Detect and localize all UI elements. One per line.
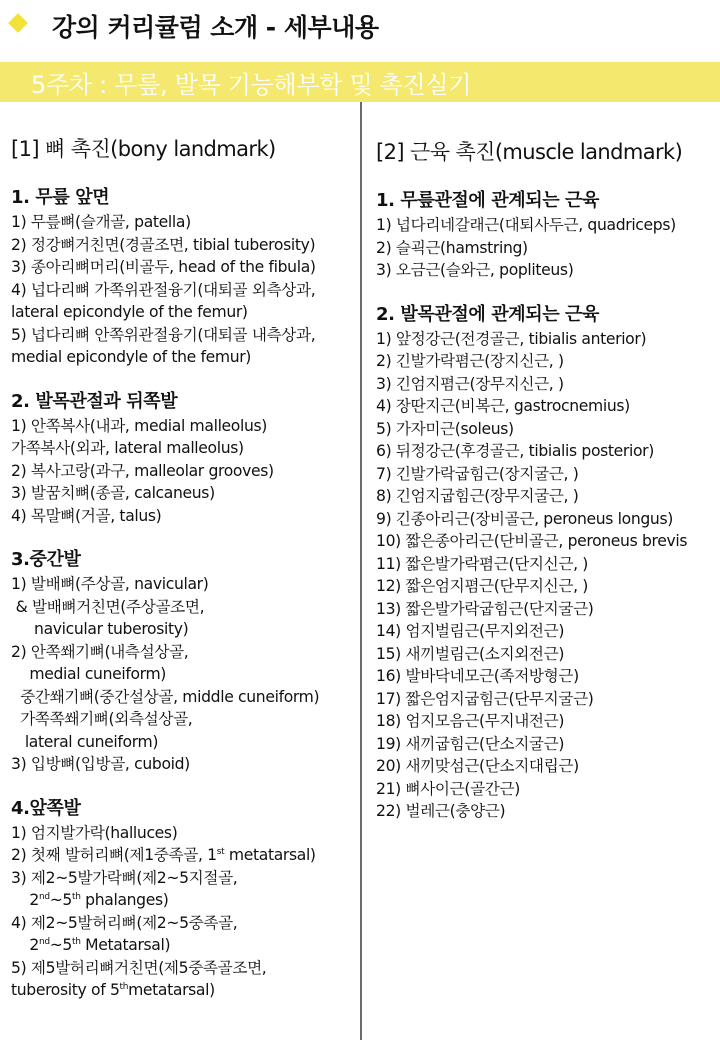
section-line: 5) 가자미근(soleus) (376, 419, 514, 438)
section-line: 4) 목말뼈(거골, talus) (11, 506, 162, 525)
section-line (11, 979, 359, 1002)
section-line: 2) 안쪽쐐기뼈(내측설상골, (11, 642, 189, 661)
section-line: 22) 벌레근(충양근) (376, 802, 506, 820)
section-heading: 3.중간발 (11, 549, 81, 570)
ordinal-suffix: th (119, 981, 129, 992)
section-line: 3) 입방뼈(입방골, cuboid) (11, 755, 190, 773)
section-heading: 1. 무릎 앞면 (11, 187, 110, 208)
section-line: 3) 오금근(슬와근, popliteus) (376, 261, 574, 279)
section (376, 302, 720, 823)
section (11, 389, 359, 528)
section-line: 가쪽쪽쐐기뼈(외측설상골, (11, 710, 193, 728)
line-text: metatarsal) (128, 981, 215, 999)
section (11, 547, 359, 776)
section-line: 16) 발바닥네모근(족저방형근) (376, 667, 579, 685)
section-line: 12) 짧은엄지폄근(단무지신근, ) (376, 577, 589, 595)
section-line: 3) 제2~5발가락뼈(제2~5지절골, (11, 868, 238, 887)
ordinal-suffix: nd (39, 891, 50, 902)
section-line: 4) 제2~5발허리뼈(제2~5중족골, (11, 913, 238, 932)
section-line: 1) 엄지발가락(halluces) (11, 823, 178, 842)
section-line: 3) 발꿈치뼈(종골, calcaneus) (11, 484, 215, 502)
section (376, 188, 720, 282)
section-line: 4) 장딴지근(비복근, gastrocnemius) (376, 397, 630, 415)
section-gap (11, 527, 359, 547)
section-line: 17) 짧은엄지굽힘근(단무지굴근) (376, 689, 594, 708)
line-text: phalanges) (80, 891, 169, 909)
section-line: medial cuneiform) (11, 665, 167, 683)
section-line: 1) 앞정강근(전경골근, tibialis anterior) (376, 329, 647, 348)
section-line: 3) 긴엄지폄근(장무지신근, ) (376, 374, 564, 393)
section-line: 20) 새끼맞섬근(단소지대립근) (376, 757, 579, 775)
section-heading: 2. 발목관절에 관계되는 근육 (376, 303, 600, 325)
section-line: 19) 새끼굽힘근(단소지굴근) (376, 734, 565, 753)
section-line: 4) 넙다리뼈 가쪽위관절융기(대퇴골 외측상과, (11, 280, 316, 299)
section-line: 2) 슬괵근(hamstring) (376, 238, 528, 257)
section-line: 2) 정강뼈거친면(경골조면, tibial tuberosity) (11, 235, 316, 254)
section-line: 9) 긴종아리근(장비골근, peroneus longus) (376, 509, 673, 528)
section-line: 1) 무릎뼈(슬개골, patella) (11, 213, 191, 231)
line-text: ~5 (49, 891, 73, 909)
muscle-landmark-title: [2] 근육 촉진(muscle landmark) (376, 140, 683, 164)
line-text: metatarsal) (224, 846, 316, 864)
section-line: 21) 뼈사이근(골간근) (376, 779, 520, 798)
section-line: 14) 엄지벌림근(무지외전근) (376, 622, 565, 640)
section-line: 중간쐐기뼈(중간설상골, middle cuneiform) (11, 687, 320, 706)
section-line: 8) 긴엄지굽힘근(장무지굴근, ) (376, 487, 579, 505)
muscle-landmark-column (376, 138, 720, 823)
section-line: 1) 안쪽복사(내과, medial malleolus) (11, 416, 268, 435)
line-text: 2) 첫째 발허리뼈(제1중족골, 1 (11, 846, 217, 864)
week-banner (0, 62, 720, 102)
ordinal-suffix: th (72, 936, 81, 947)
section-gap (11, 776, 359, 796)
section-line: 5) 넙다리뼈 안쪽위관절융기(대퇴골 내측상과, (11, 325, 316, 344)
line-text: 2 (11, 891, 39, 909)
section-gap (11, 369, 359, 389)
section-line: 10) 짧은종아리근(단비골근, peroneus brevis (376, 532, 688, 550)
section-line (11, 934, 359, 957)
section-line: medial epicondyle of the femur) (11, 348, 252, 366)
bony-landmark-column (11, 135, 359, 1002)
section-line: navicular tuberosity) (11, 620, 189, 638)
section-line: 1) 발배뼈(주상골, navicular) (11, 575, 209, 593)
line-text: ~5 (49, 936, 73, 954)
section-line (11, 889, 359, 912)
section-line: 6) 뒤정강근(후경골근, tibialis posterior) (376, 442, 654, 460)
line-text: tuberosity of 5 (11, 981, 120, 999)
section-line: 5) 제5발허리뼈거친면(제5중족골조면, (11, 958, 267, 977)
section-line: 3) 종아리뼈머리(비골두, head of the fibula) (11, 258, 316, 276)
section-line (11, 844, 359, 867)
section-line: 13) 짧은발가락굽힘근(단지굴근) (376, 599, 594, 618)
section-line: 15) 새끼벌림근(소지외전근) (376, 644, 565, 663)
bony-landmark-sections (11, 185, 359, 776)
column-divider (360, 102, 362, 1040)
section-line: 1) 넙다리네갈래근(대퇴사두근, quadriceps) (376, 216, 676, 234)
section (11, 185, 359, 369)
diamond-bullet-icon (8, 13, 28, 33)
section-heading: 2. 발목관절과 뒤쪽발 (11, 390, 178, 412)
section-line: 2) 복사고랑(과구, malleolar grooves) (11, 461, 274, 480)
bony-landmark-title: [1] 뼈 촉진(bony landmark) (11, 137, 276, 161)
ordinal-suffix: th (72, 891, 81, 902)
section-line: lateral epicondyle of the femur) (11, 303, 248, 321)
section-heading: 4.앞쪽발 (11, 797, 81, 819)
section-gap (376, 282, 720, 302)
section-line: & 발배뼈거친면(주상골조면, (11, 597, 205, 616)
section-line: lateral cuneiform) (11, 732, 159, 751)
slide-title: 강의 커리큘럼 소개 - 세부내용 (52, 13, 379, 42)
slide-header (0, 0, 720, 58)
section-line: 2) 긴발가락폄근(장지신근, ) (376, 352, 564, 370)
muscle-landmark-sections (376, 188, 720, 823)
section-line: 18) 엄지모음근(무지내전근) (376, 712, 565, 730)
line-text: Metatarsal) (80, 936, 171, 954)
ordinal-suffix: nd (39, 936, 50, 947)
week-banner-text: 5주차 : 무릎, 발목 기능해부학 및 촉진실기 (31, 71, 472, 99)
section-heading: 1. 무릎관절에 관계되는 근육 (376, 190, 600, 211)
section-line: 가쪽복사(외과, lateral malleolus) (11, 439, 244, 457)
line-text: 2 (11, 936, 39, 954)
forefoot-section (11, 796, 359, 1002)
section-line: 11) 짧은발가락폄근(단지신근, ) (376, 554, 589, 573)
ordinal-suffix: st (216, 846, 225, 857)
section-line: 7) 긴발가락굽힘근(장지굴근, ) (376, 464, 579, 483)
